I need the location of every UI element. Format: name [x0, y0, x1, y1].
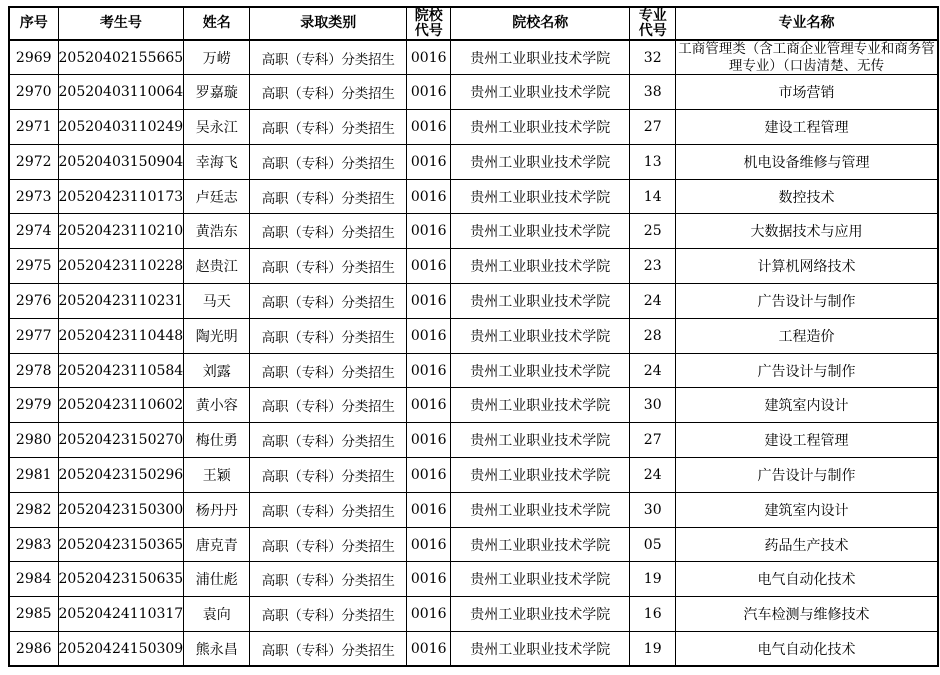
table-row — [9, 214, 938, 249]
cell-major-code: 25 — [630, 214, 676, 249]
cell-school-code: 0016 — [407, 318, 451, 353]
header-school-code: 院校代号 — [407, 7, 451, 40]
table-row — [9, 492, 938, 527]
cell-major-code: 30 — [630, 492, 676, 527]
cell-exam-id: 20520423110231 — [58, 284, 184, 319]
header-seq: 序号 — [9, 7, 58, 40]
cell-name: 浦仕彪 — [184, 562, 250, 597]
cell-category: 高职（专科）分类招生 — [250, 597, 407, 632]
cell-category: 高职（专科）分类招生 — [250, 527, 407, 562]
table-row — [9, 562, 938, 597]
table-row — [9, 423, 938, 458]
cell-major-name: 市场营销 — [676, 75, 938, 110]
cell-school-name: 贵州工业职业技术学院 — [451, 562, 630, 597]
cell-exam-id: 20520423110584 — [58, 353, 184, 388]
cell-school-code: 0016 — [407, 597, 451, 632]
cell-exam-id: 20520423110448 — [58, 318, 184, 353]
cell-name: 马天 — [184, 284, 250, 319]
cell-exam-id: 20520403110249 — [58, 110, 184, 145]
cell-exam-id: 20520423150365 — [58, 527, 184, 562]
cell-exam-id: 20520423110602 — [58, 388, 184, 423]
cell-category: 高职（专科）分类招生 — [250, 75, 407, 110]
cell-school-code: 0016 — [407, 284, 451, 319]
cell-exam-id: 20520423150635 — [58, 562, 184, 597]
cell-school-name: 贵州工业职业技术学院 — [451, 388, 630, 423]
table-row — [9, 388, 938, 423]
cell-seq: 2971 — [9, 110, 58, 145]
table-row — [9, 527, 938, 562]
cell-exam-id: 20520423110228 — [58, 249, 184, 284]
cell-name: 唐克青 — [184, 527, 250, 562]
cell-major-name: 计算机网络技术 — [676, 249, 938, 284]
cell-category: 高职（专科）分类招生 — [250, 249, 407, 284]
cell-name: 黄小容 — [184, 388, 250, 423]
cell-exam-id: 20520423150270 — [58, 423, 184, 458]
cell-seq: 2983 — [9, 527, 58, 562]
cell-exam-id: 20520424150309 — [58, 632, 184, 667]
cell-school-code: 0016 — [407, 353, 451, 388]
table-row — [9, 353, 938, 388]
cell-category: 高职（专科）分类招生 — [250, 40, 407, 75]
cell-exam-id: 20520402155665 — [58, 40, 184, 75]
cell-school-name: 贵州工业职业技术学院 — [451, 144, 630, 179]
cell-seq: 2977 — [9, 318, 58, 353]
cell-major-code: 14 — [630, 179, 676, 214]
cell-category: 高职（专科）分类招生 — [250, 144, 407, 179]
cell-major-name — [676, 40, 938, 75]
cell-major-name: 建设工程管理 — [676, 110, 938, 145]
cell-category: 高职（专科）分类招生 — [250, 562, 407, 597]
cell-category: 高职（专科）分类招生 — [250, 423, 407, 458]
cell-name: 熊永昌 — [184, 632, 250, 667]
cell-major-name: 数控技术 — [676, 179, 938, 214]
cell-school-code: 0016 — [407, 75, 451, 110]
table-row — [9, 110, 938, 145]
cell-school-name: 贵州工业职业技术学院 — [451, 632, 630, 667]
cell-seq: 2975 — [9, 249, 58, 284]
cell-name: 王颖 — [184, 458, 250, 493]
cell-school-name: 贵州工业职业技术学院 — [451, 284, 630, 319]
cell-school-name: 贵州工业职业技术学院 — [451, 597, 630, 632]
cell-major-name: 电气自动化技术 — [676, 632, 938, 667]
cell-school-code: 0016 — [407, 492, 451, 527]
cell-name: 袁向 — [184, 597, 250, 632]
cell-seq: 2978 — [9, 353, 58, 388]
cell-school-code: 0016 — [407, 423, 451, 458]
cell-exam-id: 20520403110064 — [58, 75, 184, 110]
header-major-name: 专业名称 — [676, 7, 938, 40]
major-name-text: 工商管理类（含工商企业管理专业和商务管理专业）（口齿清楚、无传 — [678, 41, 935, 75]
cell-school-name: 贵州工业职业技术学院 — [451, 527, 630, 562]
cell-major-name: 广告设计与制作 — [676, 458, 938, 493]
cell-major-name: 药品生产技术 — [676, 527, 938, 562]
cell-school-code: 0016 — [407, 527, 451, 562]
cell-school-name: 贵州工业职业技术学院 — [451, 40, 630, 75]
cell-school-name: 贵州工业职业技术学院 — [451, 353, 630, 388]
cell-school-name: 贵州工业职业技术学院 — [451, 458, 630, 493]
table-row — [9, 75, 938, 110]
cell-major-code: 32 — [630, 40, 676, 75]
table-row — [9, 597, 938, 632]
cell-seq: 2984 — [9, 562, 58, 597]
cell-major-code: 19 — [630, 632, 676, 667]
cell-major-code: 24 — [630, 353, 676, 388]
cell-school-code: 0016 — [407, 388, 451, 423]
header-row — [9, 7, 938, 40]
cell-category: 高职（专科）分类招生 — [250, 179, 407, 214]
table-row — [9, 40, 938, 75]
cell-school-name: 贵州工业职业技术学院 — [451, 249, 630, 284]
cell-seq: 2976 — [9, 284, 58, 319]
cell-major-name: 广告设计与制作 — [676, 353, 938, 388]
header-name: 姓名 — [184, 7, 250, 40]
cell-school-name: 贵州工业职业技术学院 — [451, 75, 630, 110]
cell-name: 黄浩东 — [184, 214, 250, 249]
cell-category: 高职（专科）分类招生 — [250, 353, 407, 388]
admission-table — [8, 6, 939, 667]
cell-seq: 2979 — [9, 388, 58, 423]
cell-category: 高职（专科）分类招生 — [250, 388, 407, 423]
cell-major-name: 广告设计与制作 — [676, 284, 938, 319]
cell-school-code: 0016 — [407, 40, 451, 75]
table-row — [9, 458, 938, 493]
cell-exam-id: 20520423110173 — [58, 179, 184, 214]
cell-exam-id: 20520423110210 — [58, 214, 184, 249]
cell-name: 幸海飞 — [184, 144, 250, 179]
cell-seq: 2982 — [9, 492, 58, 527]
table-row — [9, 249, 938, 284]
table-row — [9, 318, 938, 353]
cell-major-code: 05 — [630, 527, 676, 562]
cell-school-code: 0016 — [407, 179, 451, 214]
header-category: 录取类别 — [250, 7, 407, 40]
cell-major-code: 23 — [630, 249, 676, 284]
cell-major-name: 机电设备维修与管理 — [676, 144, 938, 179]
cell-seq: 2970 — [9, 75, 58, 110]
cell-category: 高职（专科）分类招生 — [250, 458, 407, 493]
cell-major-code: 30 — [630, 388, 676, 423]
cell-major-code: 13 — [630, 144, 676, 179]
cell-seq: 2981 — [9, 458, 58, 493]
header-exam-id: 考生号 — [58, 7, 184, 40]
header-school-name: 院校名称 — [451, 7, 630, 40]
cell-major-code: 38 — [630, 75, 676, 110]
cell-school-code: 0016 — [407, 144, 451, 179]
cell-major-code: 24 — [630, 284, 676, 319]
cell-name: 梅仕勇 — [184, 423, 250, 458]
cell-school-name: 贵州工业职业技术学院 — [451, 179, 630, 214]
cell-exam-id: 20520423150296 — [58, 458, 184, 493]
cell-category: 高职（专科）分类招生 — [250, 492, 407, 527]
cell-major-code: 27 — [630, 110, 676, 145]
table-row — [9, 144, 938, 179]
cell-school-name: 贵州工业职业技术学院 — [451, 423, 630, 458]
cell-major-code: 24 — [630, 458, 676, 493]
cell-name: 罗嘉璇 — [184, 75, 250, 110]
cell-school-name: 贵州工业职业技术学院 — [451, 110, 630, 145]
cell-major-name: 汽车检测与维修技术 — [676, 597, 938, 632]
cell-major-name: 建筑室内设计 — [676, 492, 938, 527]
cell-seq: 2974 — [9, 214, 58, 249]
cell-school-code: 0016 — [407, 249, 451, 284]
cell-name: 卢廷志 — [184, 179, 250, 214]
table-row — [9, 284, 938, 319]
cell-major-code: 28 — [630, 318, 676, 353]
cell-school-name: 贵州工业职业技术学院 — [451, 318, 630, 353]
cell-seq: 2985 — [9, 597, 58, 632]
cell-name: 万崂 — [184, 40, 250, 75]
cell-school-name: 贵州工业职业技术学院 — [451, 214, 630, 249]
cell-school-code: 0016 — [407, 110, 451, 145]
cell-exam-id: 20520424110317 — [58, 597, 184, 632]
cell-school-code: 0016 — [407, 214, 451, 249]
cell-seq: 2973 — [9, 179, 58, 214]
cell-major-code: 27 — [630, 423, 676, 458]
cell-name: 吴永江 — [184, 110, 250, 145]
table-row — [9, 632, 938, 667]
cell-category: 高职（专科）分类招生 — [250, 284, 407, 319]
cell-seq: 2969 — [9, 40, 58, 75]
cell-school-code: 0016 — [407, 632, 451, 667]
header-major-code: 专业代号 — [630, 7, 676, 40]
cell-name: 杨丹丹 — [184, 492, 250, 527]
cell-school-name: 贵州工业职业技术学院 — [451, 492, 630, 527]
cell-seq: 2986 — [9, 632, 58, 667]
cell-major-code: 19 — [630, 562, 676, 597]
cell-major-name: 建设工程管理 — [676, 423, 938, 458]
cell-category: 高职（专科）分类招生 — [250, 632, 407, 667]
cell-name: 赵贵江 — [184, 249, 250, 284]
cell-name: 陶光明 — [184, 318, 250, 353]
table-row — [9, 179, 938, 214]
cell-school-code: 0016 — [407, 562, 451, 597]
table-header — [9, 7, 938, 40]
cell-major-name: 电气自动化技术 — [676, 562, 938, 597]
cell-seq: 2980 — [9, 423, 58, 458]
cell-category: 高职（专科）分类招生 — [250, 110, 407, 145]
cell-exam-id: 20520423150300 — [58, 492, 184, 527]
cell-major-code: 16 — [630, 597, 676, 632]
cell-major-name: 建筑室内设计 — [676, 388, 938, 423]
table-body — [9, 40, 938, 666]
cell-seq: 2972 — [9, 144, 58, 179]
cell-category: 高职（专科）分类招生 — [250, 318, 407, 353]
cell-name: 刘露 — [184, 353, 250, 388]
cell-school-code: 0016 — [407, 458, 451, 493]
cell-exam-id: 20520403150904 — [58, 144, 184, 179]
cell-major-name: 大数据技术与应用 — [676, 214, 938, 249]
cell-major-name: 工程造价 — [676, 318, 938, 353]
cell-category: 高职（专科）分类招生 — [250, 214, 407, 249]
